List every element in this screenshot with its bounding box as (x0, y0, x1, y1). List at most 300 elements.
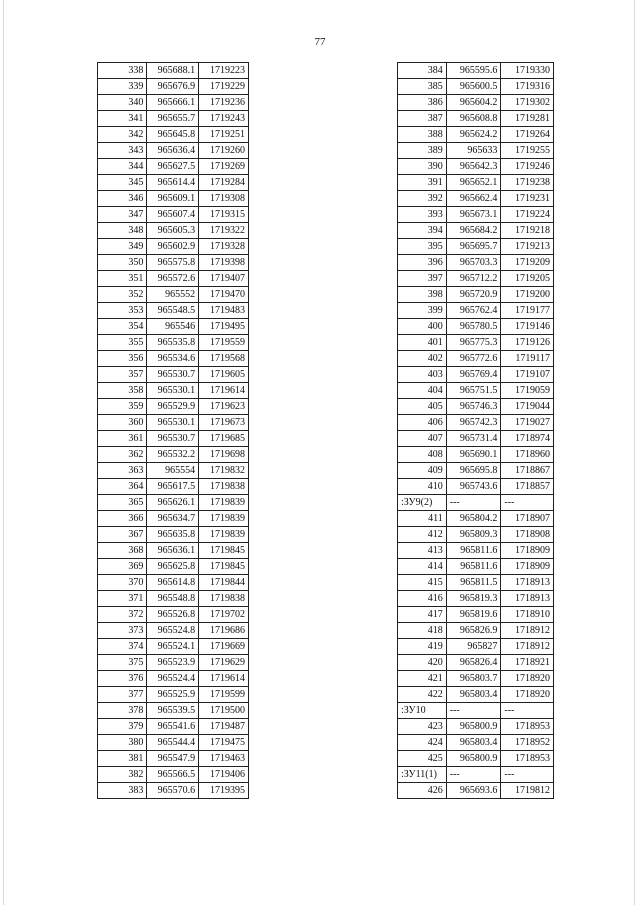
x-coordinate-cell: 965746.3 (446, 399, 501, 415)
point-number-cell: 419 (398, 639, 447, 655)
y-coordinate-cell: 1719315 (199, 207, 249, 223)
y-coordinate-cell: --- (501, 767, 554, 783)
table-row (98, 431, 249, 447)
table-row (398, 543, 554, 559)
point-number-cell: 376 (98, 671, 147, 687)
table-row (98, 703, 249, 719)
x-coordinate-cell: 965690.1 (446, 447, 501, 463)
table-row (398, 511, 554, 527)
point-number-cell: 338 (98, 63, 147, 79)
y-coordinate-cell: 1719117 (501, 351, 554, 367)
x-coordinate-cell: 965636.4 (147, 143, 199, 159)
x-coordinate-cell: 965695.7 (446, 239, 501, 255)
y-coordinate-cell: 1719059 (501, 383, 554, 399)
point-number-cell: 365 (98, 495, 147, 511)
point-number-cell: 417 (398, 607, 447, 623)
y-coordinate-cell: 1719702 (199, 607, 249, 623)
y-coordinate-cell: 1719487 (199, 719, 249, 735)
y-coordinate-cell: 1719236 (199, 95, 249, 111)
point-number-cell: 405 (398, 399, 447, 415)
point-number-cell: 343 (98, 143, 147, 159)
y-coordinate-cell: 1719398 (199, 255, 249, 271)
table-row (398, 95, 554, 111)
y-coordinate-cell: --- (501, 703, 554, 719)
y-coordinate-cell: 1719218 (501, 223, 554, 239)
y-coordinate-cell: 1719475 (199, 735, 249, 751)
x-coordinate-cell: 965625.8 (147, 559, 199, 575)
y-coordinate-cell: 1719559 (199, 335, 249, 351)
x-coordinate-cell: 965762.4 (446, 303, 501, 319)
y-coordinate-cell: 1719243 (199, 111, 249, 127)
table-row (98, 367, 249, 383)
table-row (398, 175, 554, 191)
y-coordinate-cell: 1718921 (501, 655, 554, 671)
point-number-cell: 387 (398, 111, 447, 127)
y-coordinate-cell: 1719107 (501, 367, 554, 383)
x-coordinate-cell: 965534.6 (147, 351, 199, 367)
coordinates-table-right (397, 62, 554, 799)
y-coordinate-cell: 1719483 (199, 303, 249, 319)
x-coordinate-cell: 965712.2 (446, 271, 501, 287)
x-coordinate-cell: 965530.1 (147, 383, 199, 399)
x-coordinate-cell: 965800.9 (446, 719, 501, 735)
table-row (398, 79, 554, 95)
point-number-cell: :ЗУ11(1) (398, 767, 447, 783)
table-row (398, 415, 554, 431)
point-number-cell: 353 (98, 303, 147, 319)
point-number-cell: 422 (398, 687, 447, 703)
x-coordinate-cell: 965523.9 (147, 655, 199, 671)
y-coordinate-cell: 1719200 (501, 287, 554, 303)
y-coordinate-cell: 1719614 (199, 383, 249, 399)
point-number-cell: 414 (398, 559, 447, 575)
point-number-cell: 399 (398, 303, 447, 319)
x-coordinate-cell: 965769.4 (446, 367, 501, 383)
y-coordinate-cell: 1719255 (501, 143, 554, 159)
x-coordinate-cell: 965546 (147, 319, 199, 335)
y-coordinate-cell: 1719685 (199, 431, 249, 447)
table-row (398, 303, 554, 319)
x-coordinate-cell: 965604.2 (446, 95, 501, 111)
table-row (98, 671, 249, 687)
x-coordinate-cell: 965826.9 (446, 623, 501, 639)
y-coordinate-cell: 1719698 (199, 447, 249, 463)
point-number-cell: :ЗУ9(2) (398, 495, 447, 511)
table-row (98, 655, 249, 671)
y-coordinate-cell: 1719839 (199, 527, 249, 543)
table-row (98, 143, 249, 159)
x-coordinate-cell: 965602.9 (147, 239, 199, 255)
y-coordinate-cell: 1719251 (199, 127, 249, 143)
point-number-cell: 413 (398, 543, 447, 559)
y-coordinate-cell: 1719395 (199, 783, 249, 799)
point-number-cell: 382 (98, 767, 147, 783)
y-coordinate-cell: 1718907 (501, 511, 554, 527)
table-row (98, 591, 249, 607)
point-number-cell: 411 (398, 511, 447, 527)
x-coordinate-cell: 965544.4 (147, 735, 199, 751)
y-coordinate-cell: 1718857 (501, 479, 554, 495)
x-coordinate-cell: 965827 (446, 639, 501, 655)
table-row (98, 255, 249, 271)
x-coordinate-cell: 965600.5 (446, 79, 501, 95)
y-coordinate-cell: 1719845 (199, 559, 249, 575)
x-coordinate-cell: 965548.8 (147, 591, 199, 607)
table-row (398, 431, 554, 447)
point-number-cell: 360 (98, 415, 147, 431)
y-coordinate-cell: 1719264 (501, 127, 554, 143)
table-row (398, 687, 554, 703)
point-number-cell: 341 (98, 111, 147, 127)
table-row (98, 687, 249, 703)
table-row (98, 383, 249, 399)
table-row (98, 127, 249, 143)
table-row (98, 95, 249, 111)
point-number-cell: 401 (398, 335, 447, 351)
x-coordinate-cell: 965703.3 (446, 255, 501, 271)
table-row (398, 527, 554, 543)
table-row (98, 175, 249, 191)
x-coordinate-cell: 965666.1 (147, 95, 199, 111)
x-coordinate-cell: 965535.8 (147, 335, 199, 351)
table-row (398, 191, 554, 207)
table-row (98, 735, 249, 751)
point-number-cell: 420 (398, 655, 447, 671)
table-row (98, 303, 249, 319)
point-number-cell: 384 (398, 63, 447, 79)
table-row (398, 351, 554, 367)
x-coordinate-cell: 965742.3 (446, 415, 501, 431)
x-coordinate-cell: 965614.8 (147, 575, 199, 591)
y-coordinate-cell: 1719470 (199, 287, 249, 303)
y-coordinate-cell: 1718920 (501, 671, 554, 687)
point-number-cell: 359 (98, 399, 147, 415)
y-coordinate-cell: 1719686 (199, 623, 249, 639)
table-row (98, 767, 249, 783)
table-row (398, 639, 554, 655)
x-coordinate-cell: 965819.3 (446, 591, 501, 607)
table-row (398, 447, 554, 463)
point-number-cell: 393 (398, 207, 447, 223)
point-number-cell: 394 (398, 223, 447, 239)
point-number-cell: 350 (98, 255, 147, 271)
y-coordinate-cell: 1719027 (501, 415, 554, 431)
x-coordinate-cell: 965720.9 (446, 287, 501, 303)
coordinates-table-left (97, 62, 249, 799)
x-coordinate-cell: --- (446, 703, 501, 719)
table-row (98, 527, 249, 543)
x-coordinate-cell: 965634.7 (147, 511, 199, 527)
point-number-cell: 415 (398, 575, 447, 591)
table-row (398, 159, 554, 175)
x-coordinate-cell: 965804.2 (446, 511, 501, 527)
point-number-cell: 426 (398, 783, 447, 799)
table-row (98, 191, 249, 207)
table-row (398, 559, 554, 575)
y-coordinate-cell: 1719213 (501, 239, 554, 255)
y-coordinate-cell: 1719260 (199, 143, 249, 159)
point-number-cell: 391 (398, 175, 447, 191)
point-number-cell: 358 (98, 383, 147, 399)
point-number-cell: 418 (398, 623, 447, 639)
x-coordinate-cell: 965636.1 (147, 543, 199, 559)
y-coordinate-cell: 1719605 (199, 367, 249, 383)
point-number-cell: 392 (398, 191, 447, 207)
point-number-cell: 370 (98, 575, 147, 591)
y-coordinate-cell: 1718912 (501, 623, 554, 639)
x-coordinate-cell: 965541.6 (147, 719, 199, 735)
x-coordinate-cell: 965635.8 (147, 527, 199, 543)
y-coordinate-cell: 1719845 (199, 543, 249, 559)
x-coordinate-cell: 965605.3 (147, 223, 199, 239)
x-coordinate-cell: 965539.5 (147, 703, 199, 719)
table-row (98, 111, 249, 127)
point-number-cell: 345 (98, 175, 147, 191)
x-coordinate-cell: 965554 (147, 463, 199, 479)
table-row (398, 783, 554, 799)
y-coordinate-cell: 1719629 (199, 655, 249, 671)
table-row (398, 383, 554, 399)
table-row (398, 719, 554, 735)
point-number-cell: 416 (398, 591, 447, 607)
table-row (398, 399, 554, 415)
y-coordinate-cell: 1719839 (199, 511, 249, 527)
y-coordinate-cell: 1719302 (501, 95, 554, 111)
x-coordinate-cell: 965524.8 (147, 623, 199, 639)
y-coordinate-cell: 1719316 (501, 79, 554, 95)
x-coordinate-cell: 965530.7 (147, 431, 199, 447)
y-coordinate-cell: 1719599 (199, 687, 249, 703)
table-row (98, 287, 249, 303)
table-row (398, 367, 554, 383)
x-coordinate-cell: 965819.6 (446, 607, 501, 623)
x-coordinate-cell: 965751.5 (446, 383, 501, 399)
point-number-cell: 346 (98, 191, 147, 207)
y-coordinate-cell: 1718913 (501, 575, 554, 591)
table-row (398, 111, 554, 127)
x-coordinate-cell: 965529.9 (147, 399, 199, 415)
y-coordinate-cell: 1719308 (199, 191, 249, 207)
point-number-cell: 380 (98, 735, 147, 751)
point-number-cell: 347 (98, 207, 147, 223)
y-coordinate-cell: 1718867 (501, 463, 554, 479)
point-number-cell: 379 (98, 719, 147, 735)
y-coordinate-cell: 1719281 (501, 111, 554, 127)
y-coordinate-cell: 1718912 (501, 639, 554, 655)
y-coordinate-cell: 1719839 (199, 495, 249, 511)
point-number-cell: 361 (98, 431, 147, 447)
x-coordinate-cell: 965688.1 (147, 63, 199, 79)
point-number-cell: 410 (398, 479, 447, 495)
x-coordinate-cell: 965572.6 (147, 271, 199, 287)
y-coordinate-cell: 1719669 (199, 639, 249, 655)
table-row (98, 495, 249, 511)
y-coordinate-cell: 1719407 (199, 271, 249, 287)
table-row (98, 543, 249, 559)
point-number-cell: 375 (98, 655, 147, 671)
y-coordinate-cell: 1719838 (199, 479, 249, 495)
y-coordinate-cell: 1719246 (501, 159, 554, 175)
point-number-cell: 349 (98, 239, 147, 255)
table-row (98, 463, 249, 479)
x-coordinate-cell: 965645.8 (147, 127, 199, 143)
table-row (98, 79, 249, 95)
x-coordinate-cell: 965673.1 (446, 207, 501, 223)
x-coordinate-cell: 965530.1 (147, 415, 199, 431)
table-row (98, 751, 249, 767)
point-number-cell: 340 (98, 95, 147, 111)
point-number-cell: 423 (398, 719, 447, 735)
x-coordinate-cell: 965609.1 (147, 191, 199, 207)
y-coordinate-cell: 1719500 (199, 703, 249, 719)
x-coordinate-cell: 965595.6 (446, 63, 501, 79)
point-number-cell: 373 (98, 623, 147, 639)
x-coordinate-cell: 965608.8 (446, 111, 501, 127)
table-row (98, 511, 249, 527)
point-number-cell: 362 (98, 447, 147, 463)
x-coordinate-cell: 965530.7 (147, 367, 199, 383)
x-coordinate-cell: 965525.9 (147, 687, 199, 703)
point-number-cell: 397 (398, 271, 447, 287)
table-row (98, 335, 249, 351)
point-number-cell: 354 (98, 319, 147, 335)
table-row (98, 239, 249, 255)
point-number-cell: 388 (398, 127, 447, 143)
point-number-cell: 398 (398, 287, 447, 303)
point-number-cell: 409 (398, 463, 447, 479)
x-coordinate-cell: 965570.6 (147, 783, 199, 799)
point-number-cell: 402 (398, 351, 447, 367)
y-coordinate-cell: 1719231 (501, 191, 554, 207)
table-row (398, 287, 554, 303)
x-coordinate-cell: 965676.9 (147, 79, 199, 95)
x-coordinate-cell: 965633 (446, 143, 501, 159)
y-coordinate-cell: 1719177 (501, 303, 554, 319)
table-row (98, 783, 249, 799)
y-coordinate-cell: 1719328 (199, 239, 249, 255)
x-coordinate-cell: 965524.1 (147, 639, 199, 655)
point-number-cell: 395 (398, 239, 447, 255)
table-row (98, 479, 249, 495)
point-number-cell: 369 (98, 559, 147, 575)
page-edge-left (3, 0, 4, 905)
y-coordinate-cell: 1719209 (501, 255, 554, 271)
point-number-cell: 424 (398, 735, 447, 751)
point-number-cell: 339 (98, 79, 147, 95)
x-coordinate-cell: 965652.1 (446, 175, 501, 191)
page-number: 77 (314, 36, 326, 48)
table-row (98, 223, 249, 239)
table-row (98, 623, 249, 639)
table-row (398, 239, 554, 255)
table-row (398, 335, 554, 351)
y-coordinate-cell: 1719673 (199, 415, 249, 431)
y-coordinate-cell: 1718913 (501, 591, 554, 607)
y-coordinate-cell: 1718974 (501, 431, 554, 447)
table-row (398, 655, 554, 671)
table-row (398, 255, 554, 271)
point-number-cell: 356 (98, 351, 147, 367)
y-coordinate-cell: 1719229 (199, 79, 249, 95)
x-coordinate-cell: 965614.4 (147, 175, 199, 191)
point-number-cell: 390 (398, 159, 447, 175)
y-coordinate-cell: 1719126 (501, 335, 554, 351)
y-coordinate-cell: 1719284 (199, 175, 249, 191)
point-number-cell: 412 (398, 527, 447, 543)
y-coordinate-cell: 1719146 (501, 319, 554, 335)
x-coordinate-cell: 965684.2 (446, 223, 501, 239)
table-row (98, 639, 249, 655)
x-coordinate-cell: 965662.4 (446, 191, 501, 207)
x-coordinate-cell: 965642.3 (446, 159, 501, 175)
y-coordinate-cell: 1719322 (199, 223, 249, 239)
x-coordinate-cell: 965617.5 (147, 479, 199, 495)
x-coordinate-cell: 965731.4 (446, 431, 501, 447)
y-coordinate-cell: 1718952 (501, 735, 554, 751)
table-row (98, 399, 249, 415)
table-row (398, 207, 554, 223)
y-coordinate-cell: 1719044 (501, 399, 554, 415)
y-coordinate-cell: 1718910 (501, 607, 554, 623)
y-coordinate-cell: 1719838 (199, 591, 249, 607)
x-coordinate-cell: 965775.3 (446, 335, 501, 351)
x-coordinate-cell: 965547.9 (147, 751, 199, 767)
table-row (398, 591, 554, 607)
point-number-cell: 378 (98, 703, 147, 719)
table-row (398, 671, 554, 687)
point-number-cell: 381 (98, 751, 147, 767)
y-coordinate-cell: 1719330 (501, 63, 554, 79)
point-number-cell: 342 (98, 127, 147, 143)
table-row (98, 447, 249, 463)
point-number-cell: 374 (98, 639, 147, 655)
y-coordinate-cell: 1719844 (199, 575, 249, 591)
y-coordinate-cell: 1719812 (501, 783, 554, 799)
point-number-cell: 386 (398, 95, 447, 111)
table-row (398, 479, 554, 495)
x-coordinate-cell: 965548.5 (147, 303, 199, 319)
point-number-cell: 351 (98, 271, 147, 287)
x-coordinate-cell: 965811.6 (446, 543, 501, 559)
y-coordinate-cell: 1719223 (199, 63, 249, 79)
x-coordinate-cell: 965624.2 (446, 127, 501, 143)
x-coordinate-cell: 965566.5 (147, 767, 199, 783)
point-number-cell: 357 (98, 367, 147, 383)
point-number-cell: 425 (398, 751, 447, 767)
point-number-cell: 383 (98, 783, 147, 799)
point-number-cell: 377 (98, 687, 147, 703)
x-coordinate-cell: 965811.5 (446, 575, 501, 591)
table-row (398, 319, 554, 335)
point-number-cell: 404 (398, 383, 447, 399)
point-number-cell: 403 (398, 367, 447, 383)
y-coordinate-cell: 1719238 (501, 175, 554, 191)
x-coordinate-cell: 965800.9 (446, 751, 501, 767)
x-coordinate-cell: 965811.6 (446, 559, 501, 575)
point-number-cell: 366 (98, 511, 147, 527)
point-number-cell: :ЗУ10 (398, 703, 447, 719)
table-row (98, 559, 249, 575)
y-coordinate-cell: 1718953 (501, 751, 554, 767)
x-coordinate-cell: 965655.7 (147, 111, 199, 127)
y-coordinate-cell: 1719224 (501, 207, 554, 223)
y-coordinate-cell: 1718909 (501, 559, 554, 575)
page-edge-right (634, 0, 635, 905)
y-coordinate-cell: 1719623 (199, 399, 249, 415)
table-row (398, 143, 554, 159)
table-row (398, 735, 554, 751)
y-coordinate-cell: 1718909 (501, 543, 554, 559)
